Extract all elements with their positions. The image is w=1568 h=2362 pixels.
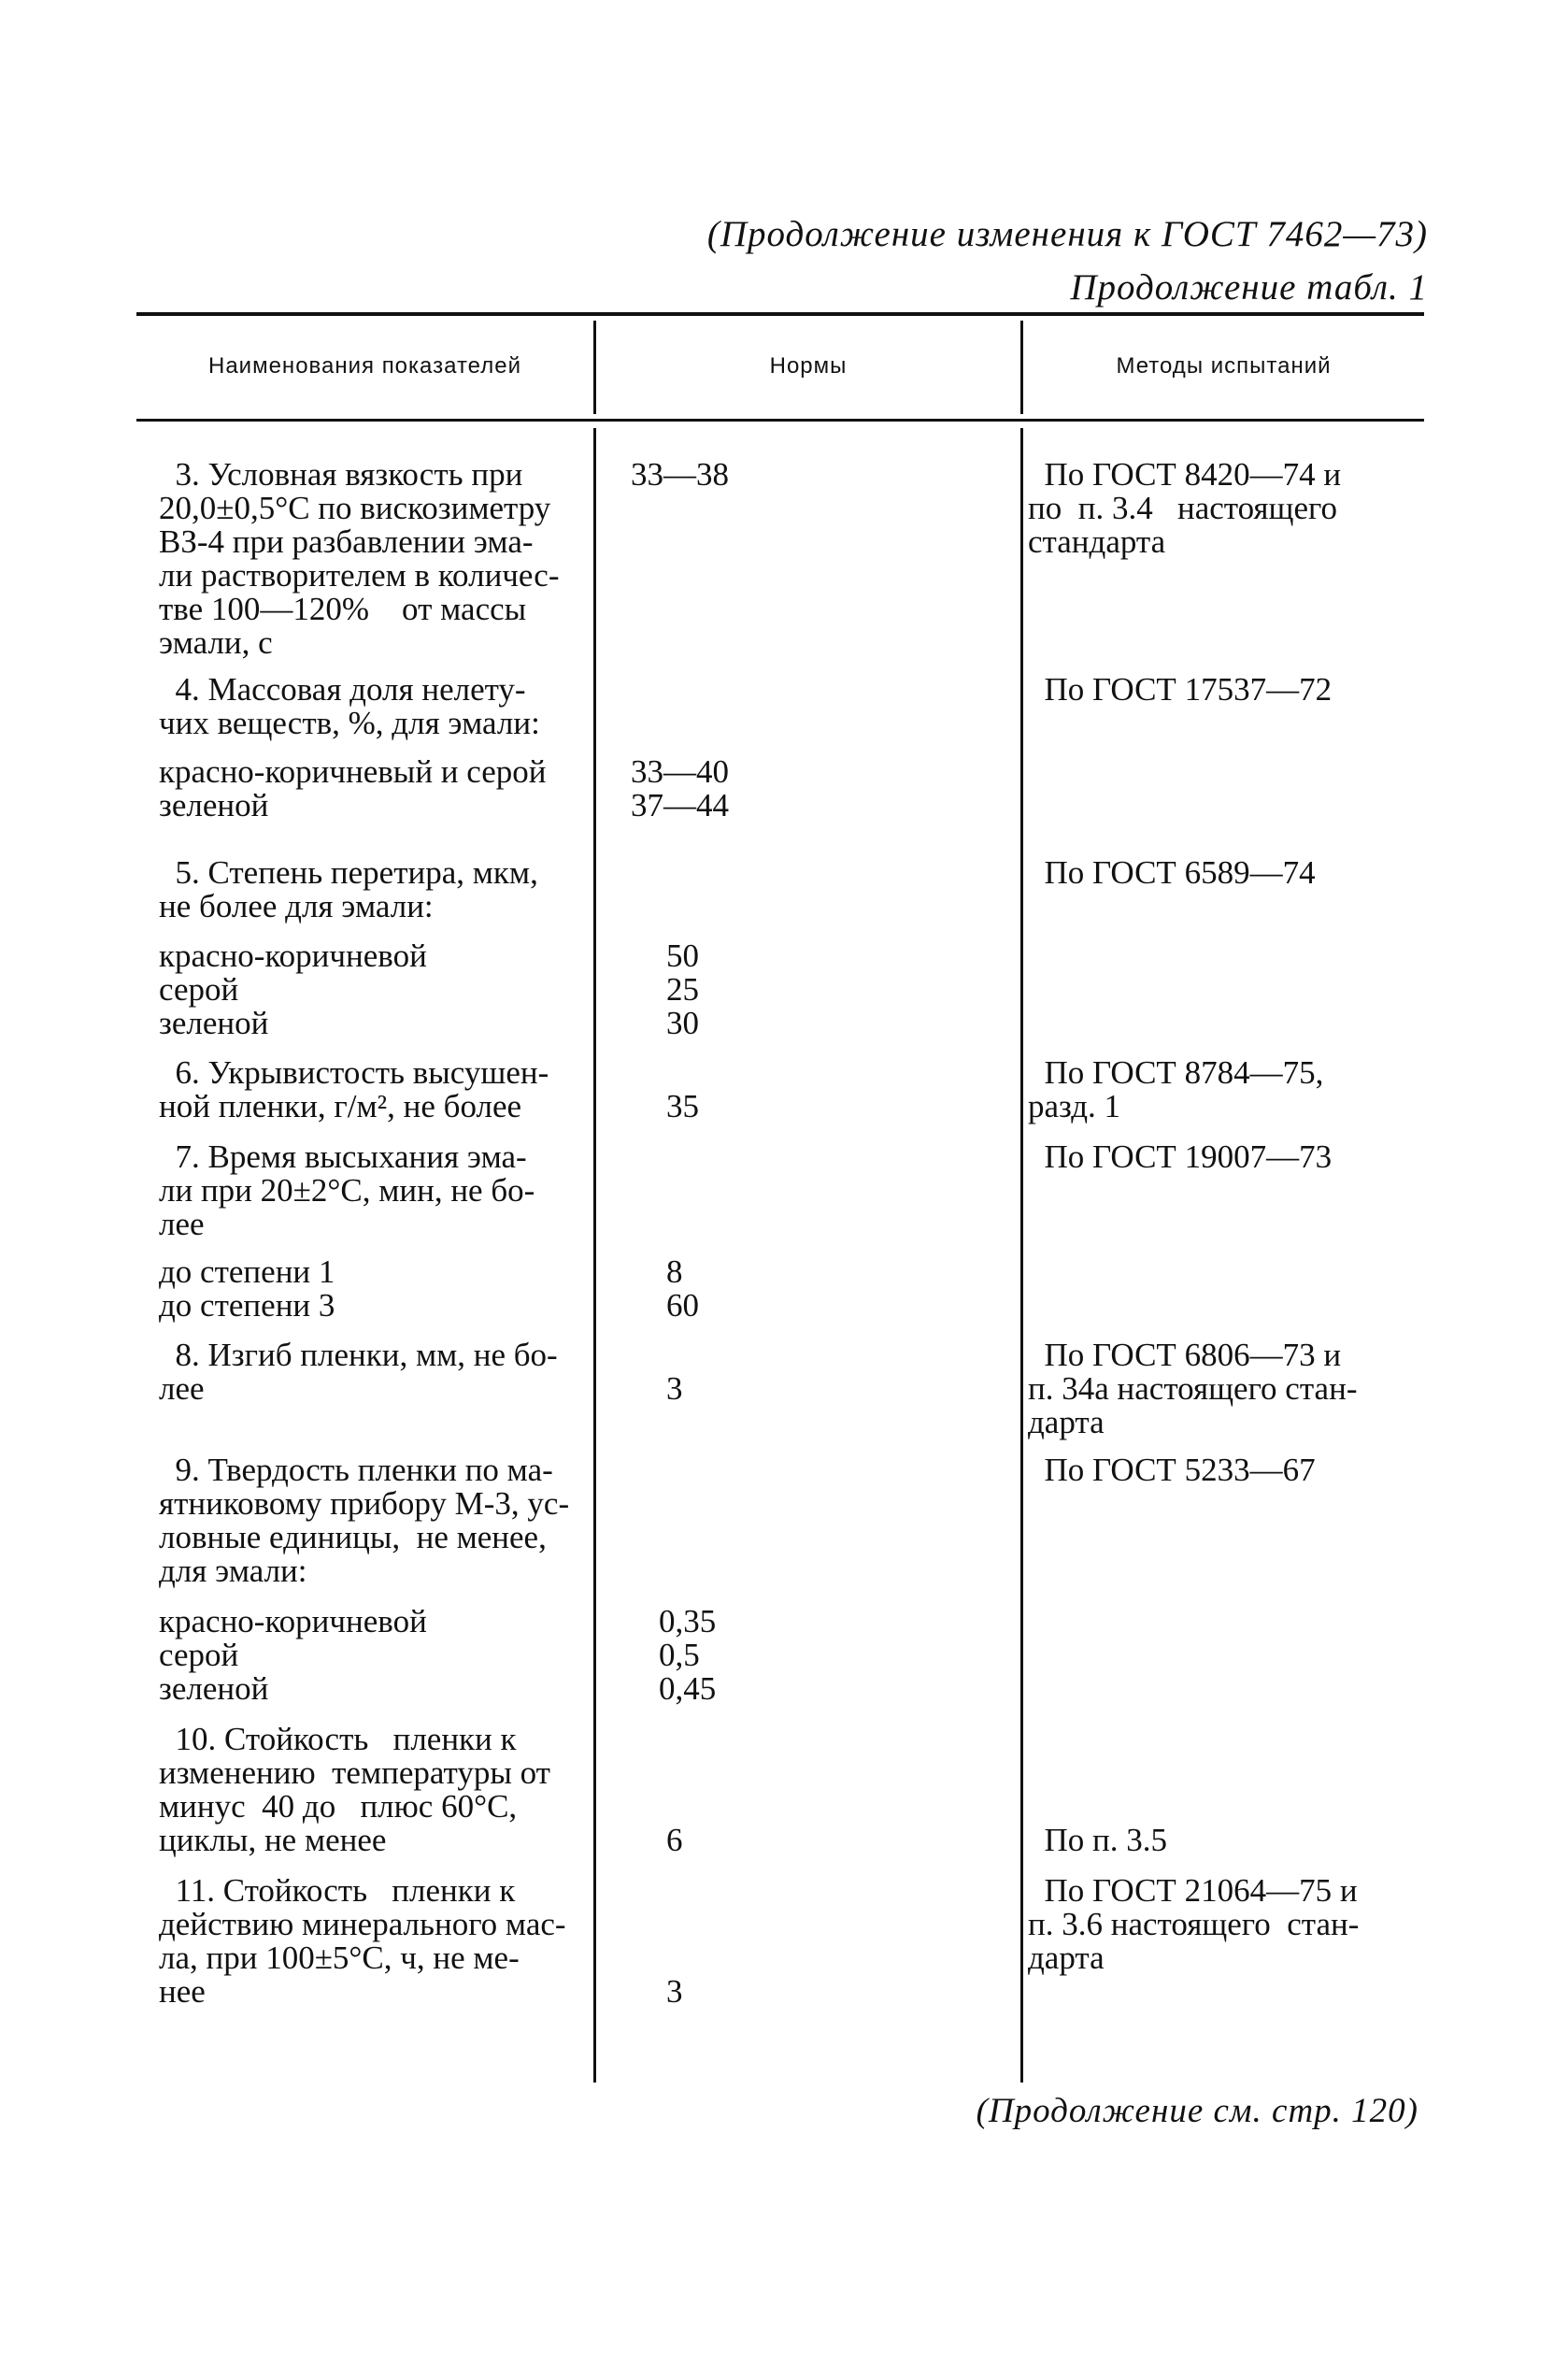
indicator-name: 4. Массовая доля нелету- чих веществ, %, для эмали: bbox=[159, 671, 540, 741]
indicator-name: 11. Стойкость пленки к действию минерального мас- ла, при 100±5°С, ч, не ме- нее bbox=[159, 1872, 566, 2010]
norm-value: 0,35 0,5 0,45 bbox=[659, 1603, 717, 1707]
indicator-name: 3. Условная вязкость при 20,0±0,5°С по вискозиметру ВЗ-4 при разбавлении эма- ли растворителем в количес- тве 100—120% от массы эмали, с bbox=[159, 456, 560, 661]
norm-value: 33—40 37—44 bbox=[631, 753, 729, 823]
continuation-footer: (Продолжение см. стр. 120) bbox=[976, 2092, 1418, 2130]
norm-value: 33—38 bbox=[631, 456, 729, 493]
test-method: По ГОСТ 17537—72 bbox=[1028, 671, 1333, 708]
indicator-name: до степени 1 до степени 3 bbox=[159, 1253, 335, 1324]
column-header-methods: Методы испытаний bbox=[1116, 353, 1332, 379]
norm-value: 8 60 bbox=[666, 1253, 699, 1324]
test-method: По ГОСТ 8784—75, разд. 1 bbox=[1028, 1054, 1324, 1124]
column-header-indicators: Наименования показателей bbox=[208, 353, 521, 379]
indicator-name: красно-коричневой серой зеленой bbox=[159, 1603, 427, 1707]
indicator-name: 5. Степень перетира, мкм, не более для эмали: bbox=[159, 854, 538, 924]
table-continuation-label: Продолжение табл. 1 bbox=[1070, 267, 1428, 308]
test-method: По п. 3.5 bbox=[1044, 1822, 1168, 1858]
indicator-name: 10. Стойкость пленки к изменению температуры от минус 40 до плюс 60°С, циклы, не менее bbox=[159, 1721, 550, 1858]
column-divider bbox=[593, 428, 596, 2083]
indicator-name: 6. Укрывистость высушен- ной пленки, г/м², не более bbox=[159, 1054, 549, 1124]
test-method: По ГОСТ 21064—75 и п. 3.6 настоящего стан- дарта bbox=[1028, 1872, 1360, 1976]
column-header-norms: Нормы bbox=[769, 353, 848, 379]
test-method: По ГОСТ 6589—74 bbox=[1028, 854, 1316, 891]
indicator-name: 8. Изгиб пленки, мм, не бо- лее bbox=[159, 1337, 558, 1407]
test-method: По ГОСТ 19007—73 bbox=[1028, 1138, 1333, 1175]
norm-value: 3 bbox=[666, 1973, 683, 2010]
norm-value: 6 bbox=[666, 1822, 683, 1858]
column-divider bbox=[1020, 428, 1023, 2083]
header-bottom-rule bbox=[136, 419, 1424, 422]
continuation-header: (Продолжение изменения к ГОСТ 7462—73) bbox=[706, 214, 1428, 254]
indicator-name: 9. Твердость пленки по ма- ятниковому прибору М-3, ус- ловные единицы, не менее, для эмали: bbox=[159, 1452, 570, 1589]
indicator-name: красно-коричневой серой зеленой bbox=[159, 938, 427, 1041]
norm-value: 50 25 30 bbox=[666, 938, 699, 1041]
norm-value: 3 bbox=[666, 1370, 683, 1407]
indicator-name: красно-коричневый и серой зеленой bbox=[159, 753, 547, 823]
test-method: По ГОСТ 6806—73 и п. 34а настоящего стан- дарта bbox=[1028, 1337, 1358, 1440]
table-top-rule bbox=[136, 312, 1424, 316]
norm-value: 35 bbox=[666, 1088, 699, 1124]
test-method: По ГОСТ 8420—74 и по п. 3.4 настоящего стандарта bbox=[1028, 456, 1342, 560]
indicator-name: 7. Время высыхания эма- ли при 20±2°С, мин, не бо- лее bbox=[159, 1138, 535, 1242]
test-method: По ГОСТ 5233—67 bbox=[1028, 1452, 1316, 1488]
